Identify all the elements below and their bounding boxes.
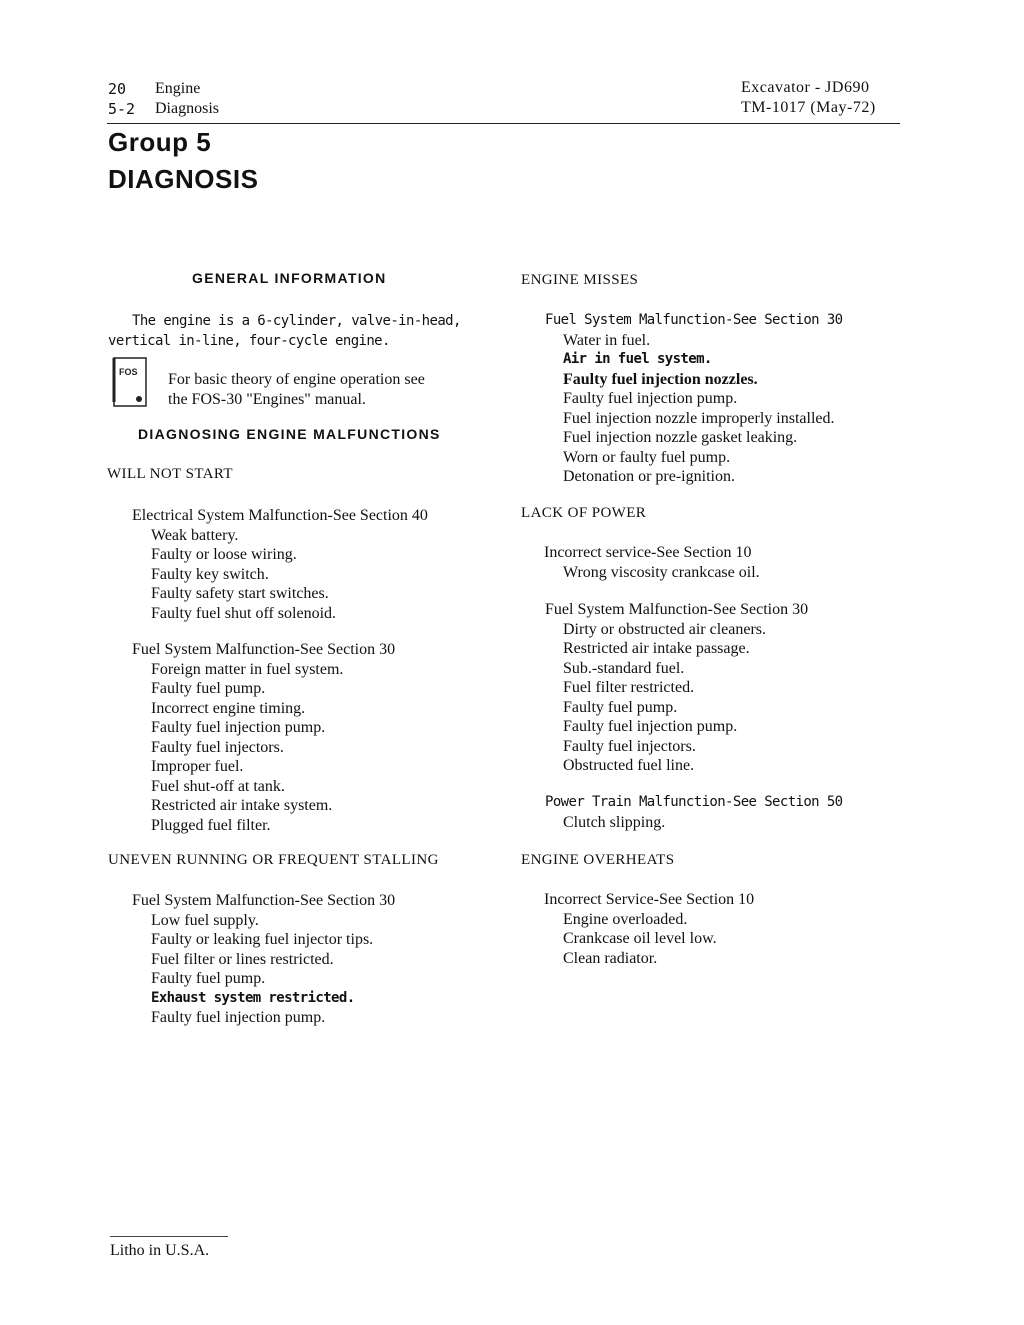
list-item: Clutch slipping. xyxy=(563,813,666,831)
list-item: Dirty or obstructed air cleaners. xyxy=(563,620,767,638)
list-item: Sub.-standard fuel. xyxy=(563,659,685,677)
group-subtitle: DIAGNOSIS xyxy=(108,164,259,194)
list-item: Improper fuel. xyxy=(151,758,244,775)
list-item: Plugged fuel filter. xyxy=(151,816,271,834)
malfunction-heading: Electrical System Malfunction-See Section 40 xyxy=(132,507,428,524)
list-item: Faulty or leaking fuel injector tips. xyxy=(151,931,374,948)
fos-reference-text xyxy=(168,370,425,409)
list-item: Faulty fuel injection pump. xyxy=(563,718,738,735)
list-item: Fuel injection nozzle improperly installed. xyxy=(563,409,835,427)
header-manual: TM-1017 (May-72) xyxy=(741,99,876,116)
list-item: Faulty fuel injection pump. xyxy=(151,719,326,736)
diagnosing-heading: DIAGNOSING ENGINE MALFUNCTIONS xyxy=(138,426,441,442)
footer-litho: Litho in U.S.A. xyxy=(110,1242,210,1259)
list-item: Engine overloaded. xyxy=(563,910,688,928)
list-item: Water in fuel. xyxy=(563,331,651,349)
malfunction-heading: Fuel System Malfunction-See Section 30 xyxy=(545,601,809,618)
list-item: Faulty fuel pump. xyxy=(563,698,678,716)
malfunction-heading: Fuel System Malfunction-See Section 30 xyxy=(545,312,843,328)
list-item: Faulty key switch. xyxy=(151,565,269,583)
list-item: Weak battery. xyxy=(151,526,239,544)
list-item: Clean radiator. xyxy=(563,949,658,967)
list-item: Faulty fuel injection pump. xyxy=(151,1009,326,1026)
malfunction-heading: Fuel System Malfunction-See Section 30 xyxy=(132,641,396,658)
list-item: Faulty or loose wiring. xyxy=(151,546,297,563)
malfunction-heading: Incorrect Service-See Section 10 xyxy=(544,891,755,908)
list-item: Fuel filter restricted. xyxy=(563,679,695,696)
general-information-text xyxy=(108,312,461,351)
lack-of-power-heading: LACK OF POWER xyxy=(521,505,647,521)
uneven-running-heading: UNEVEN RUNNING OR FREQUENT STALLING xyxy=(108,852,439,868)
list-item: Air in fuel system. xyxy=(563,351,712,367)
list-item: Exhaust system restricted. xyxy=(151,989,355,1006)
engine-overheats-heading: ENGINE OVERHEATS xyxy=(521,852,675,868)
list-item: Fuel injection nozzle gasket leaking. xyxy=(563,429,798,446)
text-line: For basic theory of engine operation see xyxy=(168,371,425,388)
list-item: Fuel shut-off at tank. xyxy=(151,777,285,795)
fos-reference-icon xyxy=(110,356,148,408)
list-item: Incorrect engine timing. xyxy=(151,699,306,717)
engine-misses-heading: ENGINE MISSES xyxy=(521,272,639,288)
will-not-start-heading: WILL NOT START xyxy=(107,466,233,482)
text-line: the FOS-30 "Engines" manual. xyxy=(168,390,366,408)
list-item: Restricted air intake system. xyxy=(151,797,333,814)
list-item: Low fuel supply. xyxy=(151,911,259,929)
malfunction-heading: Power Train Malfunction-See Section 50 xyxy=(545,794,843,810)
list-item: Restricted air intake passage. xyxy=(563,640,750,657)
malfunction-heading: Fuel System Malfunction-See Section 30 xyxy=(132,892,396,909)
list-item: Faulty fuel pump. xyxy=(151,970,266,987)
power-train-malfunction-block xyxy=(545,793,843,832)
misses-fuel-malfunction-block xyxy=(545,311,843,487)
header-machine: Excavator - JD690 xyxy=(741,79,870,96)
text-line: The engine is a 6-cylinder, valve-in-head, xyxy=(132,313,461,329)
list-item: Faulty fuel injection pump. xyxy=(563,390,738,407)
lack-fuel-malfunction-block xyxy=(545,600,808,776)
list-item: Faulty fuel injection nozzles. xyxy=(563,370,758,388)
list-item: Faulty fuel shut off solenoid. xyxy=(151,604,337,622)
list-item: Faulty fuel injectors. xyxy=(151,738,284,756)
list-item: Detonation or pre-ignition. xyxy=(563,468,735,485)
malfunction-heading: Incorrect service-See Section 10 xyxy=(544,544,752,561)
list-item: Obstructed fuel line. xyxy=(563,757,695,774)
fuel-malfunction-block xyxy=(132,640,395,835)
list-item: Faulty safety start switches. xyxy=(151,585,329,602)
list-item: Wrong viscosity crankcase oil. xyxy=(563,563,760,581)
header-subsection: Diagnosis xyxy=(155,100,219,117)
footer-rule xyxy=(110,1236,228,1237)
page-subnumber: 5-2 xyxy=(108,100,136,118)
fos-label: FOS xyxy=(119,367,138,377)
list-item: Crankcase oil level low. xyxy=(563,930,717,947)
uneven-fuel-malfunction-block xyxy=(132,891,395,1028)
page-number: 20 xyxy=(108,80,127,98)
text-line: vertical in-line, four-cycle engine. xyxy=(108,332,390,349)
list-item: Faulty fuel pump. xyxy=(151,680,266,697)
general-information-heading: GENERAL INFORMATION xyxy=(192,270,387,286)
electrical-malfunction-block xyxy=(132,506,428,623)
group-title: Group 5 xyxy=(108,127,212,157)
list-item: Worn or faulty fuel pump. xyxy=(563,448,731,466)
list-item: Foreign matter in fuel system. xyxy=(151,660,344,678)
overheats-service-block xyxy=(544,890,754,968)
header-section: Engine xyxy=(155,80,201,97)
list-item: Fuel filter or lines restricted. xyxy=(151,950,334,968)
list-item: Faulty fuel injectors. xyxy=(563,737,696,755)
header-rule xyxy=(107,123,900,124)
lack-service-block xyxy=(544,543,760,582)
